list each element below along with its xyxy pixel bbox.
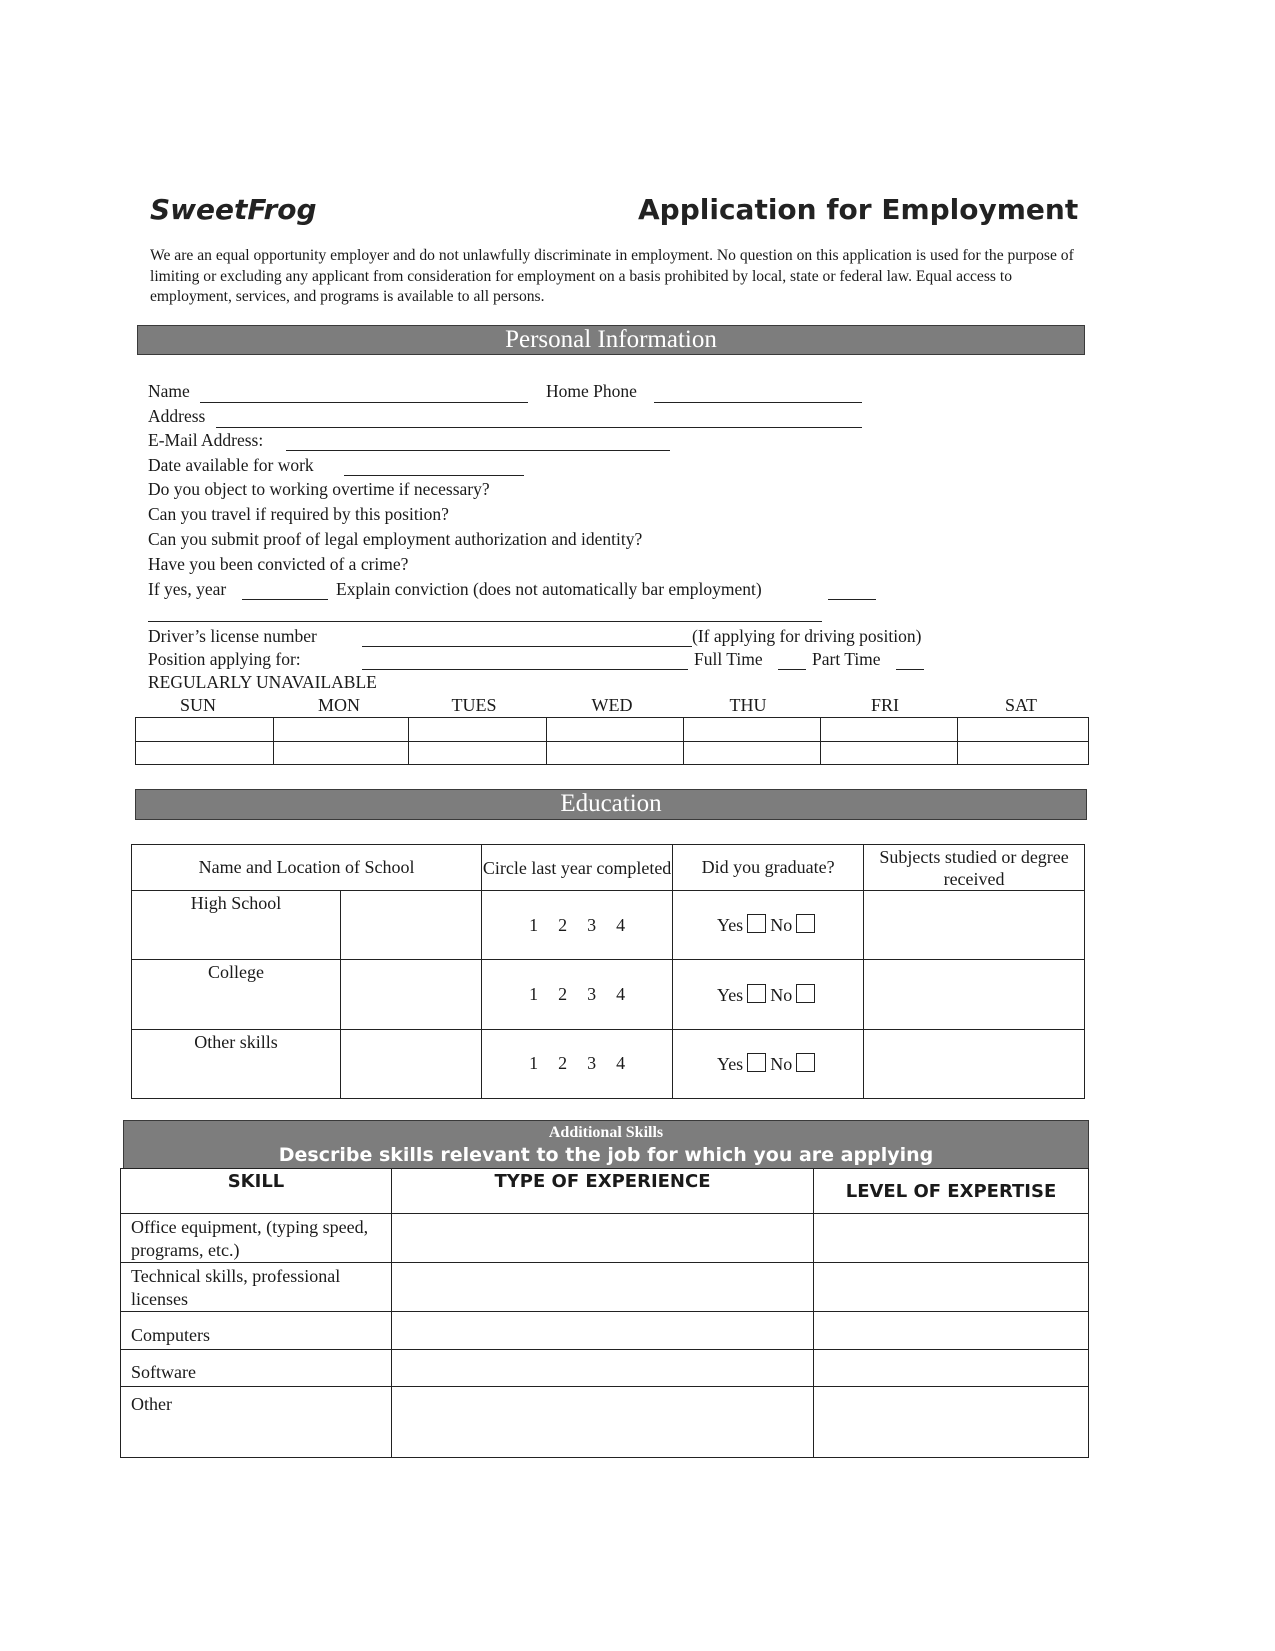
high-school-graduated <box>673 891 864 960</box>
personal-information-banner <box>137 325 1085 355</box>
unavailable-sat-cell[interactable] <box>958 741 1089 765</box>
high-school-label: High School <box>132 891 341 960</box>
drivers-license-field[interactable] <box>362 646 692 647</box>
year-option[interactable]: 1 <box>529 984 539 1005</box>
address-label: Address <box>148 406 206 426</box>
college-label: College <box>132 960 341 1029</box>
home-phone-field[interactable] <box>654 402 862 403</box>
year-option[interactable]: 1 <box>529 1053 539 1074</box>
name-label: Name <box>148 381 190 401</box>
day-label-sun: SUN <box>179 695 216 715</box>
date-available-field[interactable] <box>344 475 524 476</box>
travel-question: Can you travel if required by this position? <box>148 504 449 524</box>
year-option[interactable]: 2 <box>558 1053 568 1074</box>
skills-row <box>121 1263 1089 1312</box>
date-available-label: Date available for work <box>148 455 314 475</box>
experience-field[interactable] <box>392 1350 814 1387</box>
expertise-field[interactable] <box>814 1387 1089 1458</box>
no-checkbox[interactable] <box>796 984 815 1003</box>
skill-label: Computers <box>121 1312 392 1350</box>
unavailable-mon-cell[interactable] <box>274 718 409 742</box>
college-graduated <box>673 960 864 1029</box>
graduate-header: Did you graduate? <box>673 845 864 891</box>
college-subjects-field[interactable] <box>864 960 1085 1029</box>
unavailable-tues-cell[interactable] <box>409 718 547 742</box>
year-option[interactable]: 4 <box>616 914 626 935</box>
address-field[interactable] <box>216 427 862 428</box>
no-checkbox[interactable] <box>796 914 815 933</box>
personal-information-title: Personal Information <box>505 326 717 353</box>
part-time-field[interactable] <box>896 669 924 670</box>
year-option[interactable]: 2 <box>558 984 568 1005</box>
other-skills-subjects-field[interactable] <box>864 1029 1085 1098</box>
day-labels <box>135 695 1089 717</box>
no-label: No <box>770 915 793 936</box>
high-school-name-field[interactable] <box>341 891 482 960</box>
expertise-field[interactable] <box>814 1312 1089 1350</box>
college-name-field[interactable] <box>341 960 482 1029</box>
explain-conviction-field[interactable] <box>828 599 876 600</box>
skills-row <box>121 1214 1089 1263</box>
day-label-sat: SAT <box>1004 695 1037 715</box>
explain-conviction-label: Explain conviction (does not automatically bar employment) <box>336 579 762 599</box>
regularly-unavailable-label: REGULARLY UNAVAILABLE <box>148 672 377 692</box>
experience-field[interactable] <box>392 1263 814 1312</box>
drivers-license-note: (If applying for driving position) <box>692 626 922 646</box>
home-phone-label: Home Phone <box>546 381 637 401</box>
unavailable-sun-cell[interactable] <box>136 741 274 765</box>
additional-skills-subtitle: Describe skills relevant to the job for which you are applying <box>278 1144 934 1166</box>
email-label: E-Mail Address: <box>148 430 264 450</box>
skill-label: Other <box>121 1387 392 1458</box>
proof-question: Can you submit proof of legal employment authorization and identity? <box>148 529 643 549</box>
yes-label: Yes <box>717 915 744 936</box>
name-field[interactable] <box>200 402 528 403</box>
year-option[interactable]: 3 <box>587 1053 597 1074</box>
skills-row <box>121 1350 1089 1387</box>
other-skills-name-field[interactable] <box>341 1029 482 1098</box>
convicted-question: Have you been convicted of a crime? <box>148 554 409 574</box>
full-time-field[interactable] <box>778 669 806 670</box>
education-row-other-skills <box>132 1029 1085 1098</box>
day-label-wed: WED <box>591 695 633 715</box>
overtime-question: Do you object to working overtime if necessary? <box>148 479 490 499</box>
experience-header: TYPE OF EXPERIENCE <box>392 1169 814 1214</box>
unavailable-days-grid <box>135 717 1089 765</box>
yes-label: Yes <box>717 1053 744 1074</box>
day-label-thu: THU <box>729 695 767 715</box>
expertise-header: LEVEL OF EXPERTISE <box>814 1169 1089 1214</box>
additional-skills-title: Additional Skills <box>548 1124 664 1141</box>
no-label: No <box>770 1053 793 1074</box>
school-name-header: Name and Location of School <box>132 845 482 891</box>
year-option[interactable]: 3 <box>587 914 597 935</box>
high-school-years[interactable] <box>482 891 673 960</box>
no-label: No <box>770 984 793 1005</box>
experience-field[interactable] <box>392 1214 814 1263</box>
skill-label: Software <box>121 1350 392 1387</box>
other-skills-graduated <box>673 1029 864 1098</box>
education-title: Education <box>560 790 662 817</box>
equal-opportunity-statement: We are an equal opportunity employer and do not unlawfully discriminate in employment. No question on this application is used for the purpose of limiting or excluding any applicant from consideration for employment on a basis prohibited by local, state or federal law. Equal access to employment, services, and programs is available to all persons. <box>150 247 1074 305</box>
last-year-header: Circle last year completed <box>482 845 673 891</box>
email-field[interactable] <box>286 450 670 451</box>
unavailable-mon-cell[interactable] <box>274 741 409 765</box>
position-field[interactable] <box>362 669 688 670</box>
year-option[interactable]: 4 <box>616 1053 626 1074</box>
company-brand: SweetFrog <box>150 193 317 226</box>
unavailable-sat-cell[interactable] <box>958 718 1089 742</box>
skills-table <box>120 1168 1089 1458</box>
other-skills-label: Other skills <box>132 1029 341 1098</box>
full-time-label: Full Time <box>694 649 763 669</box>
education-table <box>131 844 1085 1099</box>
unavailable-days-row <box>136 741 1089 765</box>
explain-conviction-line[interactable] <box>148 621 822 622</box>
year-option[interactable]: 2 <box>558 914 568 935</box>
skill-label: Technical skills, professional licenses <box>121 1263 392 1312</box>
subjects-header: Subjects studied or degree received <box>864 845 1085 891</box>
education-banner <box>135 789 1087 820</box>
yes-label: Yes <box>717 984 744 1005</box>
unavailable-wed-cell[interactable] <box>547 718 684 742</box>
unavailable-fri-cell[interactable] <box>821 741 958 765</box>
unavailable-sun-cell[interactable] <box>136 718 274 742</box>
conviction-year-field[interactable] <box>242 599 328 600</box>
no-checkbox[interactable] <box>796 1053 815 1072</box>
unavailable-days-row <box>136 718 1089 742</box>
college-years[interactable] <box>482 960 673 1029</box>
skill-header: SKILL <box>121 1169 392 1214</box>
education-header-row <box>132 845 1085 891</box>
skill-label: Office equipment, (typing speed, programs, etc.) <box>121 1214 392 1263</box>
experience-field[interactable] <box>392 1387 814 1458</box>
year-option[interactable]: 4 <box>616 984 626 1005</box>
year-option[interactable]: 3 <box>587 984 597 1005</box>
yes-checkbox[interactable] <box>747 984 766 1003</box>
expertise-field[interactable] <box>814 1214 1089 1263</box>
position-label: Position applying for: <box>148 649 301 669</box>
document-title: Application for Employment <box>638 193 1079 226</box>
skills-row <box>121 1312 1089 1350</box>
expertise-field[interactable] <box>814 1350 1089 1387</box>
if-yes-year-label: If yes, year <box>148 579 227 599</box>
day-label-tues: TUES <box>451 695 497 715</box>
drivers-license-label: Driver’s license number <box>148 626 317 646</box>
other-skills-years[interactable] <box>482 1029 673 1098</box>
unavailable-fri-cell[interactable] <box>821 718 958 742</box>
unavailable-thu-cell[interactable] <box>684 718 821 742</box>
skills-row <box>121 1387 1089 1458</box>
unavailable-thu-cell[interactable] <box>684 741 821 765</box>
additional-skills-banner <box>123 1120 1089 1168</box>
education-row-college <box>132 960 1085 1029</box>
yes-checkbox[interactable] <box>747 914 766 933</box>
day-label-fri: FRI <box>870 695 899 715</box>
part-time-label: Part Time <box>812 649 881 669</box>
year-option[interactable]: 1 <box>529 914 539 935</box>
experience-field[interactable] <box>392 1312 814 1350</box>
day-label-mon: MON <box>317 695 360 715</box>
skills-header-row <box>121 1169 1089 1214</box>
unavailable-tues-cell[interactable] <box>409 741 547 765</box>
high-school-subjects-field[interactable] <box>864 891 1085 960</box>
expertise-field[interactable] <box>814 1263 1089 1312</box>
yes-checkbox[interactable] <box>747 1053 766 1072</box>
unavailable-wed-cell[interactable] <box>547 741 684 765</box>
education-row-high-school <box>132 891 1085 960</box>
